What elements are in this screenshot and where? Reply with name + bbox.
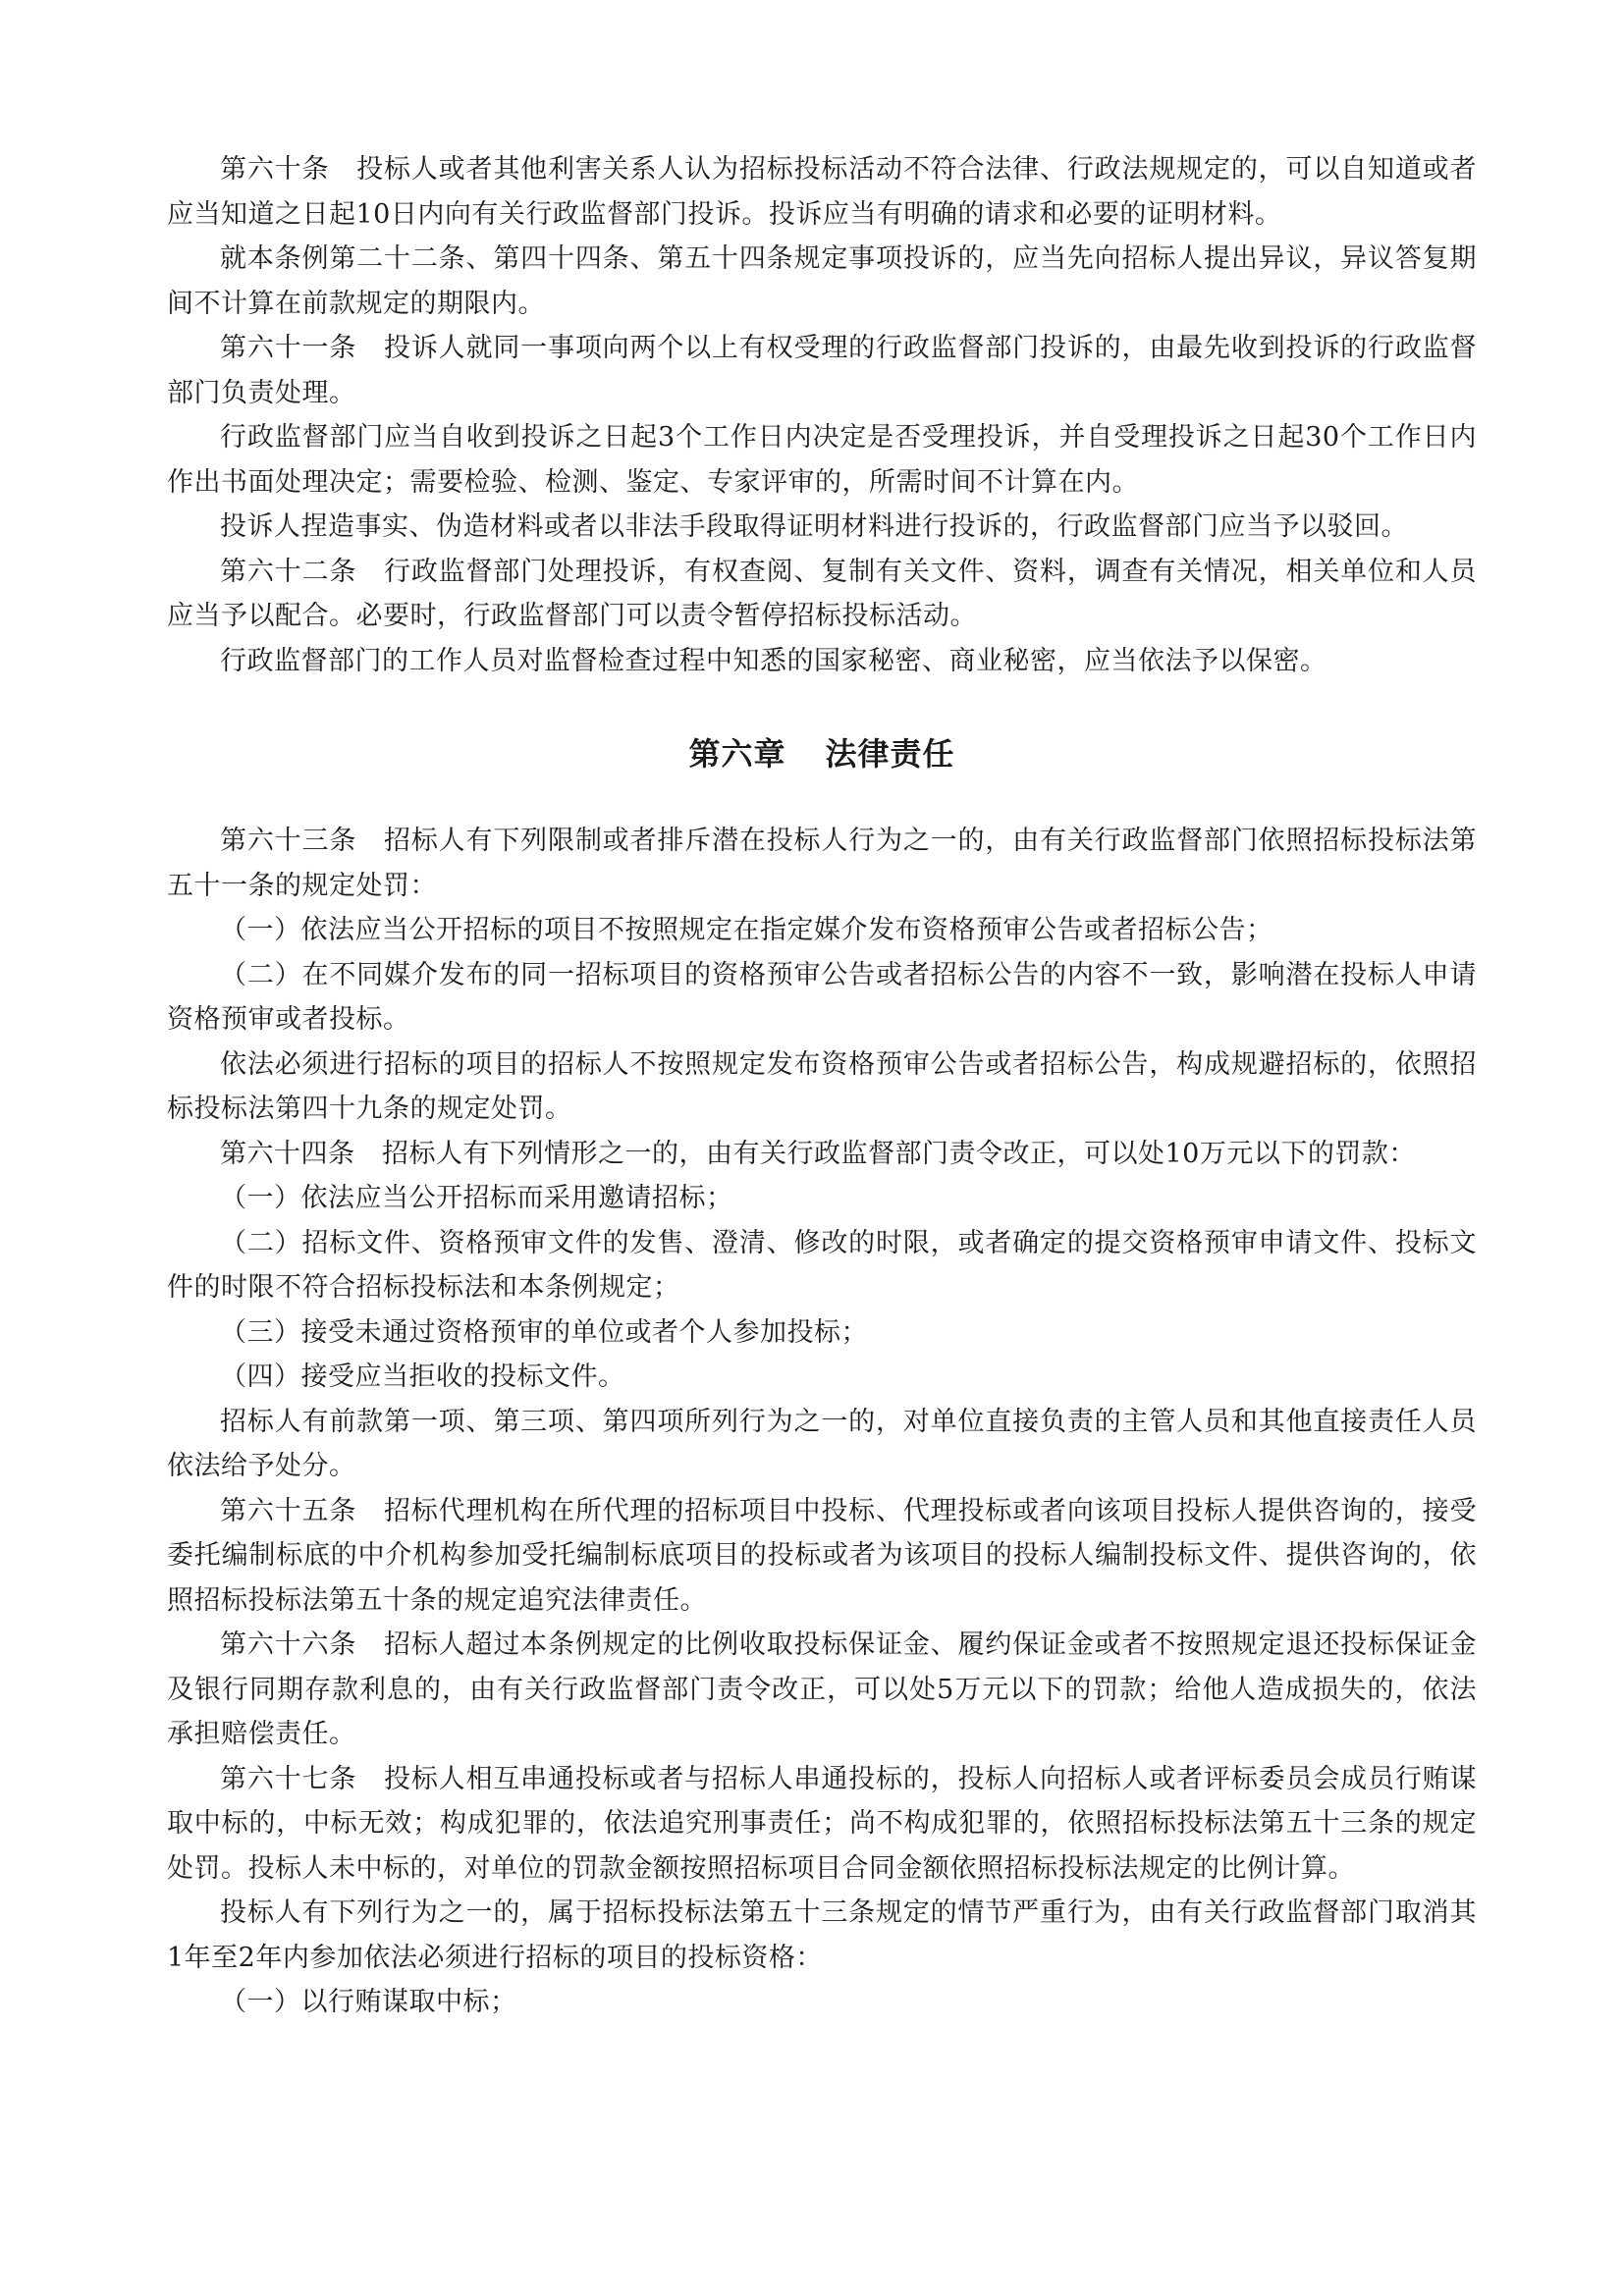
article-63-paragraph: 第六十三条 招标人有下列限制或者排斥潜在投标人行为之一的，由有关行政监督部门依照招标投标法第五十一条的规定处罚： [167,826,1477,901]
article-60-paragraph-2: 就本条例第二十二条、第四十四条、第五十四条规定事项投诉的，应当先向招标人提出异议，异议答复期间不计算在前款规定的期限内。 [167,243,1477,319]
article-60-paragraph: 第六十条 投标人或者其他利害关系人认为招标投标活动不符合法律、行政法规规定的，可以自知道或者应当知道之日起10日内向有关行政监督部门投诉。投诉应当有明确的请求和必要的证明材料。 [167,154,1477,230]
article-64-item-4: （四）接受应当拒收的投标文件。 [220,1362,625,1392]
article-61-paragraph: 第六十一条 投诉人就同一事项向两个以上有权受理的行政监督部门投诉的，由最先收到投诉的行政监督部门负责处理。 [167,333,1477,408]
article-64-paragraph-2: 招标人有前款第一项、第三项、第四项所列行为之一的，对单位直接负责的主管人员和其他直接责任人员依法给予处分。 [167,1406,1477,1481]
article-67-paragraph-2: 投标人有下列行为之一的，属于招标投标法第五十三条规定的情节严重行为，由有关行政监督部门取消其1年至2年内参加依法必须进行招标的项目的投标资格： [167,1897,1477,1973]
article-64-item-2: （二）招标文件、资格预审文件的发售、澄清、修改的时限，或者确定的提交资格预审申请文件、投标文件的时限不符合招标投标法和本条例规定； [167,1227,1477,1303]
article-67-item-1: （一）以行贿谋取中标； [220,1987,517,2017]
section-complaints [167,147,1477,683]
article-67-paragraph: 第六十七条 投标人相互串通投标或者与招标人串通投标的，投标人向招标人或者评标委员会成员行贿谋取中标的，中标无效；构成犯罪的，依法追究刑事责任；尚不构成犯罪的，依照招标投标法第五十三条的规定处罚。投标人未中标的，对单位的罚款金额按照招标项目合同金额依照招标投标法规定的比例计算。 [167,1763,1477,1884]
article-62-paragraph-2: 行政监督部门的工作人员对监督检查过程中知悉的国家秘密、商业秘密，应当依法予以保密。 [220,645,1327,676]
article-61-paragraph-3: 投诉人捏造事实、伪造材料或者以非法手段取得证明材料进行投诉的，行政监督部门应当予以驳回。 [220,511,1408,542]
section-legal-liability [167,819,1477,2025]
article-63-item-1: （一）依法应当公开招标的项目不按照规定在指定媒介发布资格预审公告或者招标公告； [220,915,1273,945]
article-61-paragraph-2: 行政监督部门应当自收到投诉之日起3个工作日内决定是否受理投诉，并自受理投诉之日起30个工作日内作出书面处理决定；需要检验、检测、鉴定、专家评审的，所需时间不计算在内。 [167,422,1477,498]
chapter-number: 第六章 [688,735,786,773]
article-66-paragraph: 第六十六条 招标人超过本条例规定的比例收取投标保证金、履约保证金或者不按照规定退还投标保证金及银行同期存款利息的，由有关行政监督部门责令改正，可以处5万元以下的罚款；给他人造成损失的，依法承担赔偿责任。 [167,1629,1477,1749]
article-64-item-1: （一）依法应当公开招标而采用邀请招标； [220,1183,733,1213]
chapter-title: 法律责任 [825,735,955,773]
article-62-paragraph: 第六十二条 行政监督部门处理投诉，有权查阅、复制有关文件、资料，调查有关情况，相关单位和人员应当予以配合。必要时，行政监督部门可以责令暂停招标投标活动。 [167,556,1477,631]
article-63-item-2: （二）在不同媒介发布的同一招标项目的资格预审公告或者招标公告的内容不一致，影响潜在投标人申请资格预审或者投标。 [167,959,1477,1035]
article-64-paragraph: 第六十四条 招标人有下列情形之一的，由有关行政监督部门责令改正，可以处10万元以下的罚款： [220,1138,1416,1169]
chapter-heading [167,726,1477,781]
article-65-paragraph: 第六十五条 招标代理机构在所代理的招标项目中投标、代理投标或者向该项目投标人提供咨询的，接受委托编制标底的中介机构参加受托编制标底项目的投标或者为该项目的投标人编制投标文件、提供咨询的，依照招标投标法第五十条的规定追究法律责任。 [167,1495,1477,1616]
article-64-item-3: （三）接受未通过资格预审的单位或者个人参加投标； [220,1316,868,1348]
article-63-paragraph-2: 依法必须进行招标的项目的招标人不按照规定发布资格预审公告或者招标公告，构成规避招标的，依照招标投标法第四十九条的规定处罚。 [167,1048,1477,1124]
